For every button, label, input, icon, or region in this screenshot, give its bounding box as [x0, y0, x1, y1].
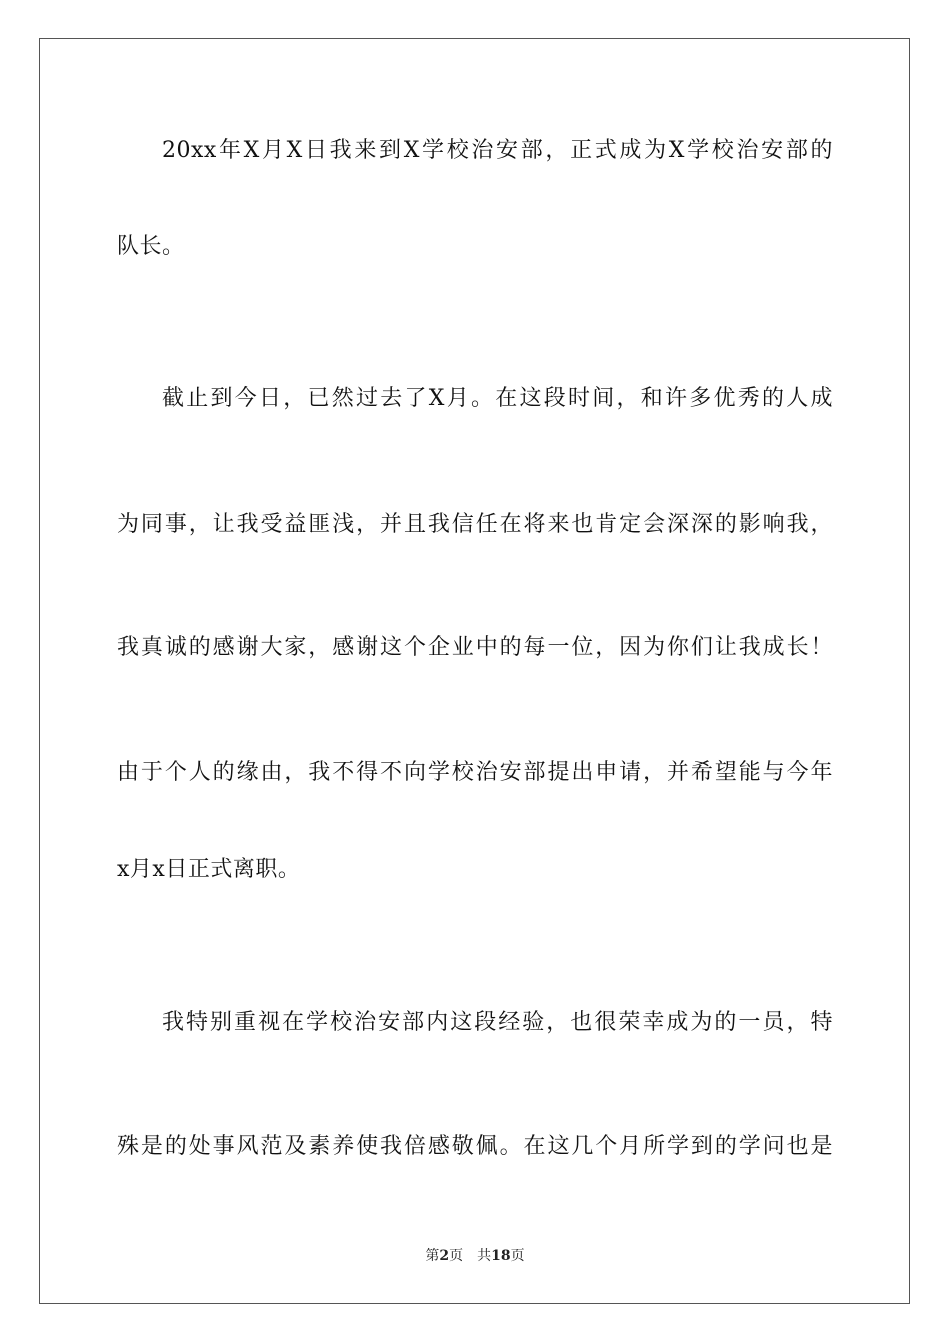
footer-page-number: 2 [439, 1248, 450, 1264]
page-footer [0, 1247, 950, 1265]
footer-total-pages: 18 [491, 1248, 511, 1264]
paragraph-line: 我特别重视在学校治安部内这段经验，也很荣幸成为的一员，特 [162, 1010, 833, 1035]
paragraph-line: x月x日正式离职。 [117, 857, 301, 882]
page-border [39, 38, 910, 1304]
paragraph-line: 我真诚的感谢大家，感谢这个企业中的每一位，因为你们让我成长！ [117, 635, 833, 660]
paragraph-line: 队长。 [117, 234, 185, 259]
paragraph-line: 为同事，让我受益匪浅，并且我信任在将来也肯定会深深的影响我， [117, 512, 833, 537]
paragraph-line: 由于个人的缘由，我不得不向学校治安部提出申请，并希望能与今年 [117, 760, 833, 785]
paragraph-line: 20xx年X月X日我来到X学校治安部，正式成为X学校治安部的 [162, 138, 833, 163]
paragraph-line: 截止到今日，已然过去了X月。在这段时间，和许多优秀的人成 [162, 386, 833, 411]
footer-page-prefix: 第 [425, 1248, 440, 1264]
footer-total-suffix: 页 [510, 1248, 525, 1264]
footer-page-suffix: 页 [449, 1248, 464, 1264]
footer-total-prefix: 共 [477, 1248, 492, 1264]
paragraph-line: 殊是的处事风范及素养使我倍感敬佩。在这几个月所学到的学问也是 [117, 1134, 833, 1159]
